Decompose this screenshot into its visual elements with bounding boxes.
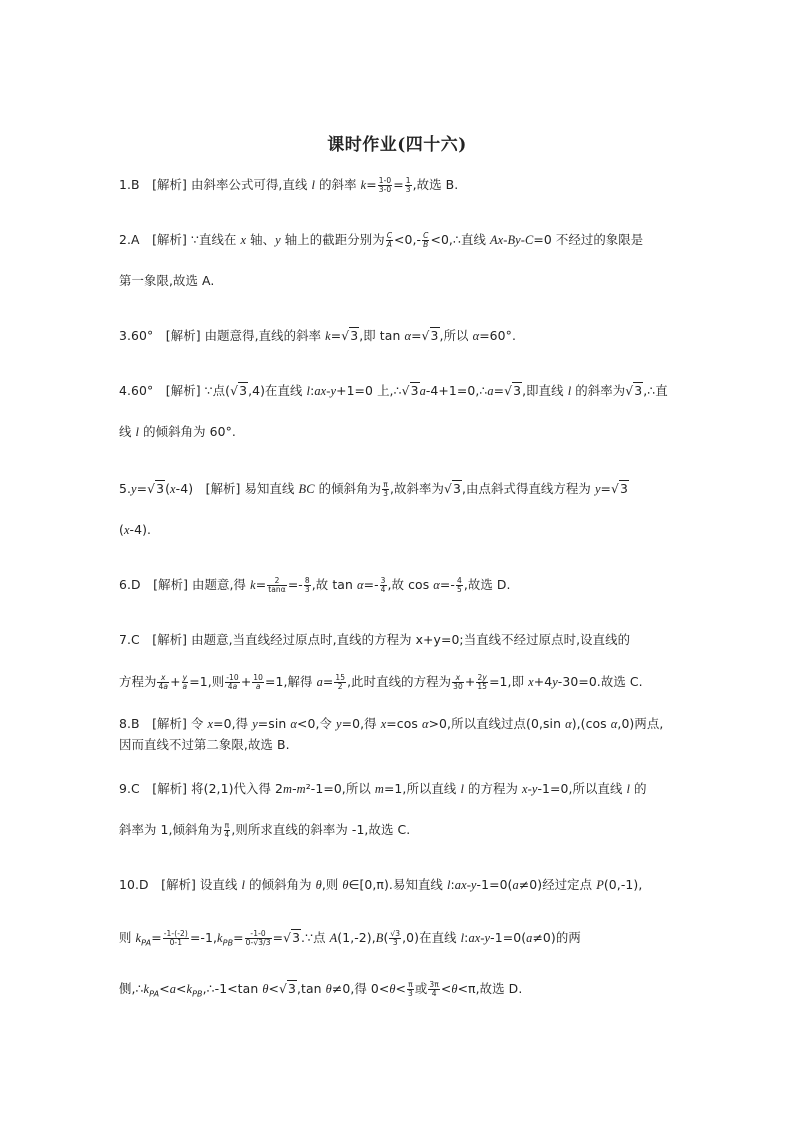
answer-line: 10.D [解析] 设直线 l 的倾斜角为 θ,则 θ∈[0,π).易知直线 l:ax-y-1=0(a≠0)经过定点 P(0,-1), — [119, 877, 643, 892]
answer-line — [119, 273, 699, 289]
answer-line: 斜率为 1,倾斜角为 $\frac{\pi}{4}$ ,则所求直线的斜率为 -1,故选 C. — [119, 821, 411, 839]
answer-line — [119, 737, 699, 753]
answer-line: 5.y=√3(x-4) [解析] 易知直线 BC 的倾斜角为 $\frac{\pi}{3}$ ,故斜率为√3,由点斜式得直线方程为 y=√3 — [119, 480, 629, 498]
answer-line: 线 l 的倾斜角为 60°. — [119, 424, 236, 439]
page-title: 课时作业(四十六) — [327, 135, 467, 155]
answer-line: 9.C [解析] 将(2,1)代入得 2m-m²-1=0,所以 m=1,所以直线 l 的方程为 x-y-1=0,所以直线 l 的 — [119, 781, 647, 796]
answer-line: 2.A [解析] ∵直线在 x 轴、y 轴上的截距分别为 $\frac{C}{A}$ <0,- $\frac{C}{B}$ <0,∴直线 Ax-By-C=0 不经过的象限是 — [119, 231, 644, 249]
answer-line — [119, 632, 699, 648]
answer-text: 因而直线不过第二象限,故选 B. — [119, 737, 290, 752]
answer-line: 4.60° [解析] ∵点(√3,4)在直线 l:ax-y+1=0 上,∴√3a-4+1=0,∴a=√3,即直线 l 的斜率为√3,∴直 — [119, 383, 668, 398]
answer-line: (x-4). — [119, 522, 152, 537]
answer-line: 1.B [解析] 由斜率公式可得,直线 l 的斜率 k= $\frac{1-0}{3-0}$ = $\frac{1}{3}$ ,故选 B. — [119, 176, 459, 194]
answer-line: 8.B [解析] 令 x=0,得 y=sin α<0,令 y=0,得 x=cos α>0,所以直线过点(0,sin α),(cos α,0)两点, — [119, 716, 664, 731]
answer-line: 侧$,\therefore k_{PA}<a<k_{PB},\therefore-1<\tan$ θ<√3,tan θ≠0,得 0<θ< $\frac{\pi}{3}$ 或 $\frac{3\pi}{4}$ <θ<π,故选 D. — [119, 980, 523, 999]
answer-line: 方程为 $\frac{x}{4a}$ + $\frac{y}{a}$ =1,则 $\frac{-10}{4a}$ + $\frac{10}{a}$ =1,解得 a= $\frac{15}{2}$ ,此时直线的方程为 $\frac{x}{30}$ + $\frac{2y}{15}$ =1,即 x+4y-30=0.故选 C. — [119, 673, 643, 691]
answer-text: 7.C [解析] 由题意,当直线经过原点时,直线的方程为 x+y=0;当直线不经过原点时,设直线的 — [119, 632, 631, 647]
answer-line: 6.D [解析] 由题意,得 k= $\frac{2}{\tan\alpha}$ =- $\frac{8}{3}$ ,故 tan α=- $\frac{3}{4}$ ,故 cos α=- $\frac{4}{5}$ ,故选 D. — [119, 576, 511, 594]
answer-line: 3.60° [解析] 由题意得,直线的斜率 k=√3,即 tan α=√3,所以 α=60°. — [119, 328, 516, 343]
answer-text: 第一象限,故选 A. — [119, 273, 215, 288]
answer-line: 则 $k_{PA}=$ $\frac{-1-(-2)}{0-1}$ $=-1,k_{PB}=$ $\frac{-1-0}{0-√3/3}$ =√3.∵点 A(1,-2),B( $\frac{√3}{3}$ ,0)在直线 l:ax-y-1=0(a≠0)的两 — [119, 929, 581, 948]
